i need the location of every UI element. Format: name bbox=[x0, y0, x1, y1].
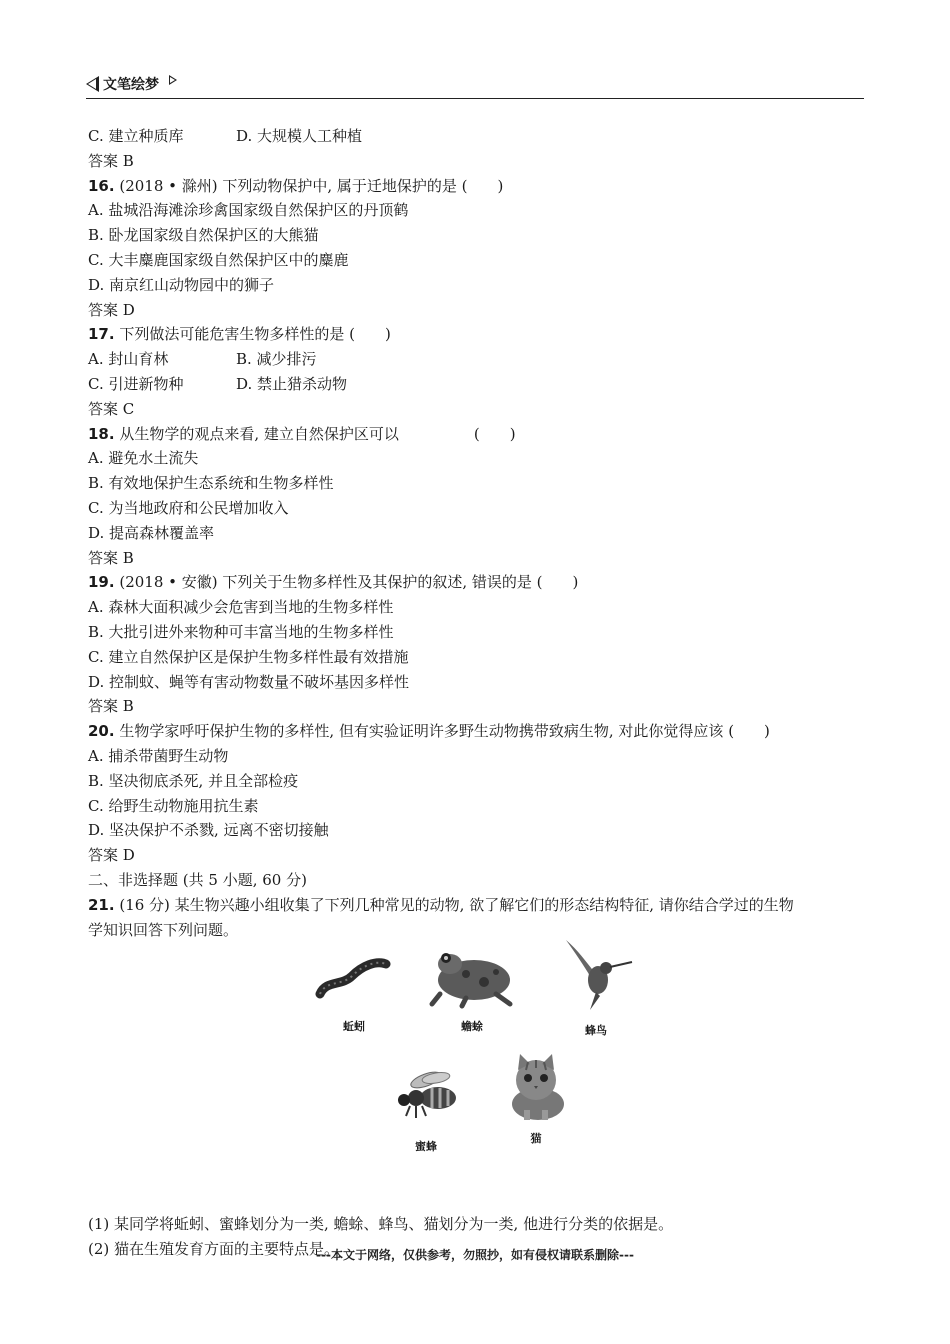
question-number: 21. bbox=[88, 895, 115, 914]
bee-figure bbox=[388, 1066, 464, 1154]
triangle-right-icon bbox=[169, 75, 177, 85]
brand-text: 文笔绘梦 bbox=[103, 77, 159, 93]
text-line: D. 提高森林覆盖率 bbox=[88, 523, 215, 542]
question-stem bbox=[88, 322, 868, 347]
option-row bbox=[88, 347, 868, 372]
sub-question: (2) 猫在生殖发育方面的主要特点是。 bbox=[88, 1240, 340, 1259]
question-number: 20. bbox=[88, 722, 115, 741]
text-line: A. 盐城沿海滩涂珍禽国家级自然保护区的丹顶鹤 bbox=[88, 201, 409, 220]
hummingbird-icon bbox=[556, 936, 636, 1014]
question-stem bbox=[88, 570, 868, 595]
text-line: 学知识回答下列问题。 bbox=[88, 920, 239, 939]
animal-figures bbox=[88, 942, 868, 1212]
text-line: B. 大批引进外来物种可丰富当地的生物多样性 bbox=[88, 622, 394, 641]
question-text: 下列做法可能危害生物多样性的是 ( ) bbox=[114, 325, 391, 344]
question-stem bbox=[88, 174, 868, 199]
option-text: D. 禁止猎杀动物 bbox=[236, 374, 348, 393]
option-row bbox=[88, 124, 868, 149]
question-text: 从生物学的观点来看, 建立自然保护区可以 ( ) bbox=[114, 424, 516, 443]
text-line: 答案 D bbox=[88, 300, 135, 319]
option-text: C. 引进新物种 bbox=[88, 374, 184, 393]
text-line: 答案 B bbox=[88, 697, 134, 716]
earthworm-caption: 蚯蚓 bbox=[343, 1020, 365, 1034]
text-line: C. 大丰麋鹿国家级自然保护区中的麋鹿 bbox=[88, 250, 349, 269]
question-text: (2018 • 滁州) 下列动物保护中, 属于迁地保护的是 ( ) bbox=[114, 176, 504, 195]
text-line: B. 卧龙国家级自然保护区的大熊猫 bbox=[88, 226, 319, 245]
text-line: A. 避免水土流失 bbox=[88, 449, 199, 468]
option-text: B. 减少排污 bbox=[236, 350, 317, 369]
page-header bbox=[86, 74, 864, 99]
text-line: D. 控制蚊、蝇等有害动物数量不破坏基因多样性 bbox=[88, 672, 410, 691]
text-line: 答案 D bbox=[88, 846, 135, 865]
option-text: A. 封山育林 bbox=[88, 350, 169, 369]
text-line: 答案 C bbox=[88, 399, 135, 418]
question-stem bbox=[88, 719, 868, 744]
question-stem bbox=[88, 893, 868, 918]
brand-logo bbox=[86, 74, 177, 94]
text-line: D. 南京红山动物园中的狮子 bbox=[88, 275, 275, 294]
text-line: C. 给野生动物施用抗生素 bbox=[88, 796, 259, 815]
question-text: (16 分) 某生物兴趣小组收集了下列几种常见的动物, 欲了解它们的形态结构特征, 请你结合学过的生物 bbox=[114, 895, 794, 914]
option-text: D. 大规模人工种植 bbox=[236, 127, 363, 145]
frog-icon bbox=[426, 942, 518, 1010]
option-text: C. 建立种质库 bbox=[88, 127, 184, 145]
cat-figure bbox=[498, 1050, 574, 1146]
hummingbird-caption: 蜂鸟 bbox=[585, 1024, 607, 1038]
question-number: 18. bbox=[88, 424, 115, 443]
question-stem bbox=[88, 422, 868, 447]
text-line: 二、非选择题 (共 5 小题, 60 分) bbox=[88, 870, 307, 889]
frog-figure bbox=[426, 942, 518, 1034]
question-number: 19. bbox=[88, 573, 115, 592]
earthworm-figure bbox=[314, 950, 394, 1034]
document-body bbox=[88, 124, 868, 1262]
text-line: D. 坚决保护不杀戮, 远离不密切接触 bbox=[88, 821, 329, 840]
question-text: (2018 • 安徽) 下列关于生物多样性及其保护的叙述, 错误的是 ( ) bbox=[114, 573, 579, 592]
question-number: 16. bbox=[88, 176, 115, 195]
cat-caption: 猫 bbox=[530, 1132, 542, 1146]
footer-disclaimer: ---本文于网络，仅供参考，勿照抄，如有侵权请联系删除--- bbox=[316, 1248, 634, 1262]
text-line: 答案 B bbox=[88, 548, 134, 567]
question-list bbox=[88, 124, 868, 942]
triangle-left-icon bbox=[86, 76, 99, 92]
cat-icon bbox=[498, 1050, 574, 1122]
question-text: 生物学家呼吁保护生物的多样性, 但有实验证明许多野生动物携带致病生物, 对此你觉得应该 ( ) bbox=[114, 722, 770, 741]
bee-icon bbox=[388, 1066, 464, 1122]
option-row bbox=[88, 372, 868, 397]
hummingbird-figure bbox=[556, 936, 636, 1038]
text-line: A. 捕杀带菌野生动物 bbox=[88, 746, 229, 765]
earthworm-icon bbox=[314, 950, 394, 1010]
text-line: 答案 B bbox=[88, 151, 134, 170]
question-number: 17. bbox=[88, 325, 115, 344]
text-line: A. 森林大面积减少会危害到当地的生物多样性 bbox=[88, 598, 394, 617]
text-line: C. 建立自然保护区是保护生物多样性最有效措施 bbox=[88, 647, 409, 666]
sub-question: (1) 某同学将蚯蚓、蜜蜂划分为一类, 蟾蜍、蜂鸟、猫划分为一类, 他进行分类的依据是。 bbox=[88, 1215, 674, 1234]
text-line: B. 有效地保护生态系统和生物多样性 bbox=[88, 474, 334, 493]
text-line: C. 为当地政府和公民增加收入 bbox=[88, 498, 289, 517]
bee-caption: 蜜蜂 bbox=[415, 1140, 437, 1154]
text-line: B. 坚决彻底杀死, 并且全部检疫 bbox=[88, 771, 299, 790]
frog-caption: 蟾蜍 bbox=[461, 1020, 483, 1034]
